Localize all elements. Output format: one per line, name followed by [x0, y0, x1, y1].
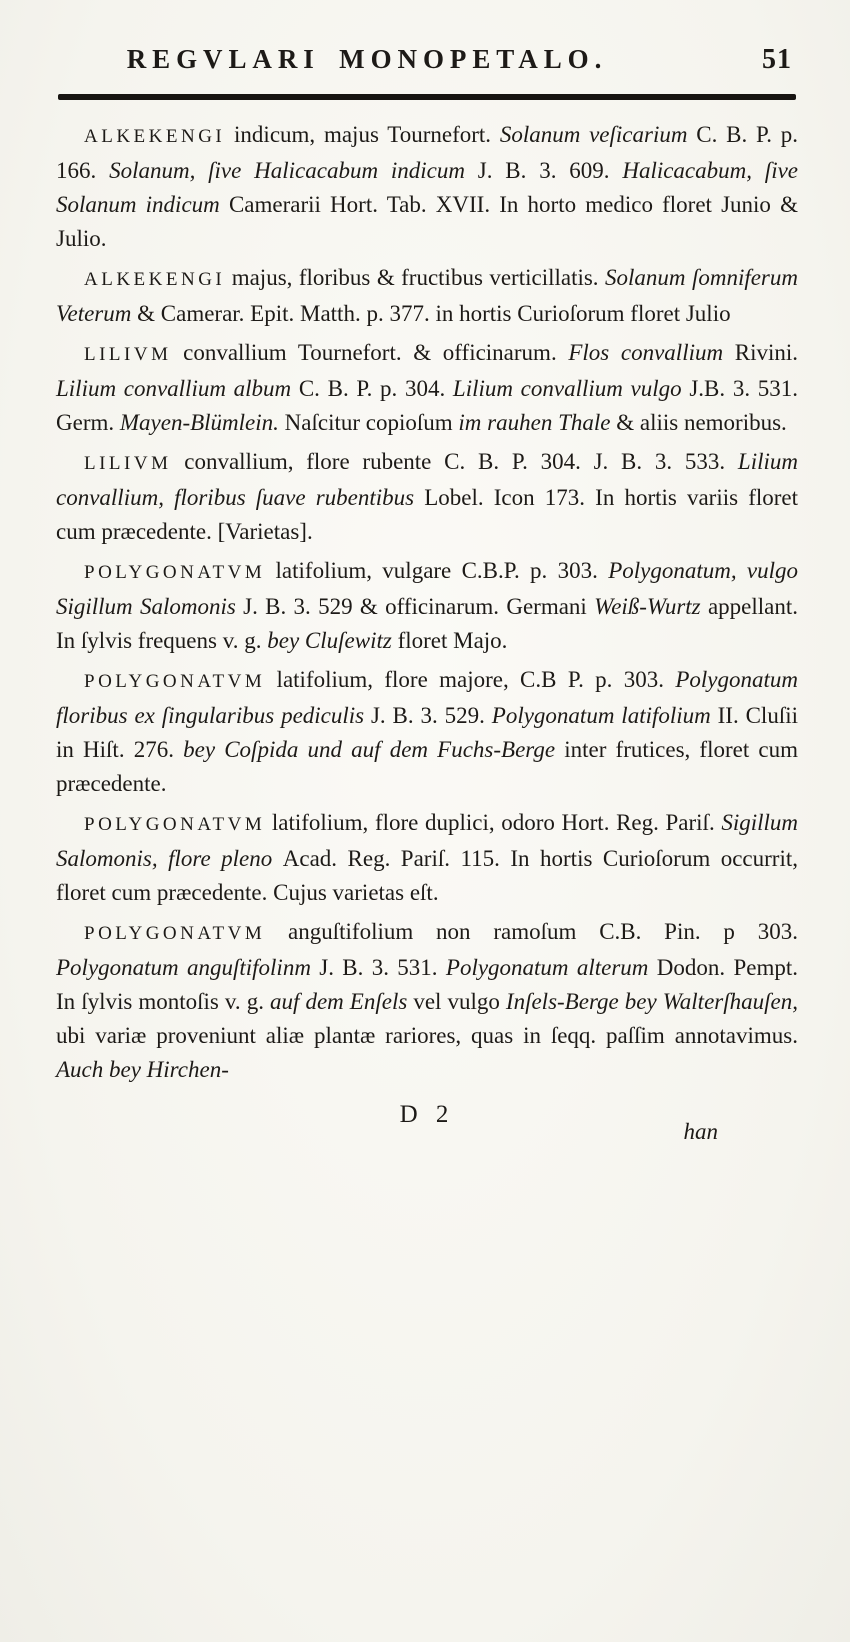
- paragraph: [56, 445, 798, 549]
- text-segment: majus, floribus & fructibus verticillatis.: [225, 265, 605, 290]
- text-segment: latifolium, flore majore, C.B P. p. 303.: [265, 667, 676, 692]
- text-segment: indicum, majus Tournefort.: [225, 122, 500, 147]
- text-segment: Naſcitur copioſum: [284, 410, 459, 435]
- text-segment: J. B. 3. 531.: [319, 955, 446, 980]
- paragraph: [56, 261, 798, 331]
- text-segment: Lilium convallium album: [56, 376, 299, 401]
- text-segment: Polygonatum floribus ex ſingularibus pediculis: [56, 667, 798, 728]
- text-segment: II. Cluſii in Hiſt. 276.: [56, 703, 798, 762]
- genus-name: LILIVM: [84, 344, 172, 365]
- text-segment: convallium, flore rubente C. B. P. 304. J. B. 3. 533.: [171, 449, 738, 474]
- genus-name: ALKEKENGI: [84, 269, 226, 290]
- text-segment: ubi variæ proveniunt aliæ plantæ rariores, quas in ſeqq. paſſim annotavimus.: [56, 1023, 798, 1048]
- genus-name: POLYGONATVM: [84, 814, 266, 835]
- page-footer: [56, 1097, 798, 1167]
- text-segment: Halicacabum, ſive Solanum indicum: [56, 158, 799, 217]
- signature-mark: D 2: [399, 1101, 455, 1128]
- text-segment: bey Cluſewitz: [267, 628, 398, 653]
- text-block: [56, 118, 798, 1087]
- text-segment: vel vulgo: [413, 989, 506, 1014]
- text-segment: bey Coſpida und auf dem Fuchs-Berge: [183, 737, 565, 762]
- genus-name: POLYGONATVM: [84, 671, 266, 692]
- page-number: 51: [762, 44, 792, 75]
- text-segment: Acad. Reg. Pariſ. 115. In hortis Curioſorum occurrit, floret cum præcedente. Cujus varietas eſt.: [56, 846, 798, 905]
- paragraph: [56, 663, 798, 801]
- text-segment: Polygonatum anguſtifolinm: [56, 955, 320, 980]
- text-segment: auf dem Enſels: [270, 989, 414, 1014]
- text-segment: J.B. 3. 531. Germ.: [56, 376, 798, 435]
- paragraph: [56, 118, 798, 256]
- text-segment: Inſels-Berge bey Walterſhauſen,: [505, 989, 798, 1014]
- genus-name: ALKEKENGI: [84, 126, 226, 147]
- text-segment: Lilium convallium, floribus ſuave rubentibus: [56, 449, 798, 510]
- text-segment: latifolium, vulgare C.B.P. p. 303.: [265, 558, 609, 583]
- text-segment: Solanum veſicarium: [499, 122, 697, 147]
- text-segment: & Camerar. Epit. Matth. p. 377. in hortis Curioſorum floret Julio: [137, 301, 731, 326]
- text-segment: Polygonatum latifolium: [491, 703, 718, 728]
- text-segment: Mayen-Blümlein.: [119, 410, 285, 435]
- text-segment: Lilium convallium vulgo: [452, 376, 690, 401]
- text-segment: & aliis nemoribus.: [616, 410, 787, 435]
- paragraph: [56, 806, 798, 910]
- text-segment: Rivini.: [734, 340, 798, 365]
- text-segment: Camerarii Hort. Tab. XVII. In horto medico floret Junio & Julio.: [56, 192, 798, 251]
- text-segment: C. B. P. p. 304.: [298, 376, 453, 401]
- paragraph: [56, 915, 798, 1087]
- text-segment: latifolium, flore duplici, odoro Hort. Reg. Pariſ.: [265, 810, 722, 835]
- genus-name: POLYGONATVM: [84, 923, 266, 944]
- paragraph: [56, 554, 798, 658]
- header-rule: [58, 94, 796, 100]
- text-segment: Lobel. Icon 173. In hortis variis floret cum præcedente. [Varietas].: [56, 485, 798, 544]
- text-segment: Polygonatum, vulgo Sigillum Salomonis: [56, 558, 798, 619]
- text-segment: floret Majo.: [397, 628, 508, 653]
- genus-name: LILIVM: [84, 453, 172, 474]
- text-segment: inter frutices, floret cum præcedente.: [56, 737, 798, 796]
- running-title: REGVLARI MONOPETALO.: [126, 44, 608, 74]
- text-segment: J. B. 3. 609.: [477, 158, 623, 183]
- genus-name: POLYGONATVM: [84, 562, 266, 583]
- paragraph: [56, 336, 798, 440]
- text-segment: Solanum ſomniferum Veterum: [56, 265, 798, 326]
- text-segment: appellant. In ſylvis frequens v. g.: [56, 594, 798, 653]
- text-segment: Sigillum Salomonis, flore pleno: [56, 810, 798, 871]
- text-segment: C. B. P. p. 166.: [56, 122, 798, 183]
- text-segment: J. B. 3. 529.: [370, 703, 492, 728]
- text-segment: Solanum, ſive Halicacabum indicum: [109, 158, 478, 183]
- text-segment: Polygonatum alterum: [445, 955, 657, 980]
- text-segment: convallium Tournefort. & officinarum.: [171, 340, 569, 365]
- text-segment: Dodon. Pempt. In ſylvis montoſis v. g.: [56, 955, 798, 1014]
- text-segment: J. B. 3. 529 & officinarum. Germani: [243, 594, 595, 619]
- text-segment: Weiß-Wurtz: [594, 594, 708, 619]
- page-header: [62, 44, 792, 84]
- text-segment: im rauhen Thale: [458, 410, 617, 435]
- text-segment: Auch bey Hirchen-: [56, 1057, 229, 1082]
- text-segment: anguſtifolium non ramoſum C.B. Pin. p 303.: [265, 919, 798, 944]
- catchword: han: [683, 1119, 718, 1144]
- text-segment: Flos convallium: [568, 340, 735, 365]
